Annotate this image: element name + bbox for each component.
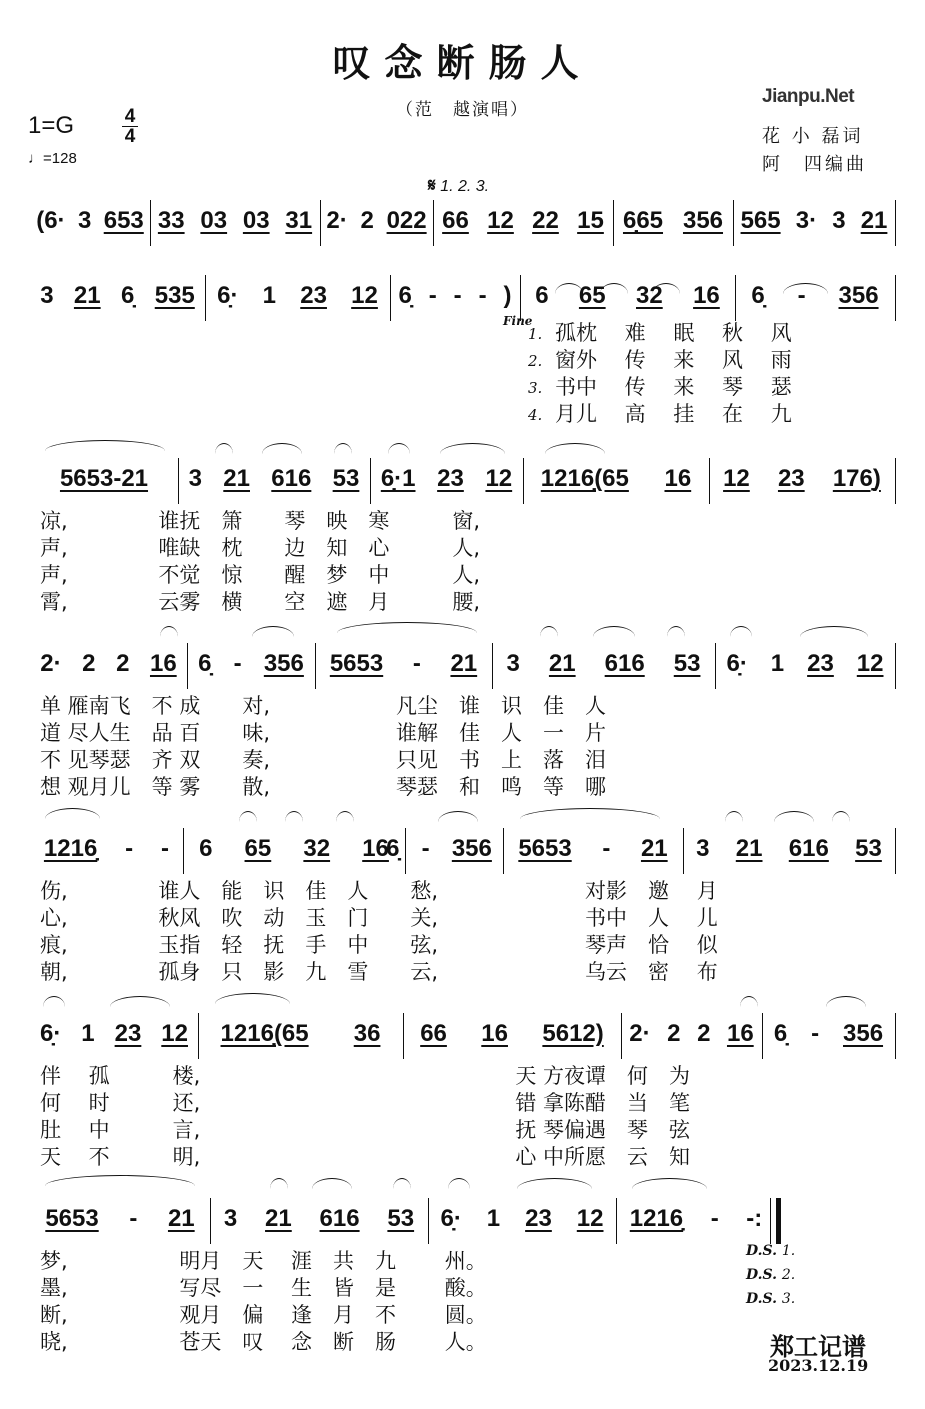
note-group: 356 bbox=[451, 835, 492, 862]
slur-arc bbox=[110, 996, 170, 1007]
measure bbox=[30, 828, 183, 878]
measure bbox=[375, 828, 503, 878]
transcription-date: 2023.12.19 bbox=[768, 1356, 869, 1375]
note-group: 5612) bbox=[542, 1020, 604, 1047]
note-group: 5653 bbox=[329, 650, 384, 677]
lyric-line-verse-1: 孤枕 难 眠 秋 风 bbox=[555, 321, 792, 345]
note-group: - bbox=[421, 835, 430, 862]
slur-arc bbox=[43, 996, 65, 1007]
note-group: 6̣ bbox=[198, 650, 212, 677]
slur-arc bbox=[448, 1178, 470, 1189]
barline bbox=[895, 275, 896, 321]
note-group: 21 bbox=[167, 1205, 195, 1232]
note-group: 3 bbox=[696, 835, 710, 862]
note-group: -: bbox=[746, 1205, 763, 1232]
lyric-line-verse-4: 月儿 高 挂 在 九 bbox=[555, 402, 792, 426]
measure bbox=[30, 1198, 210, 1248]
measure bbox=[428, 1198, 616, 1248]
slur-arc bbox=[239, 811, 257, 822]
lyric-line-verse-2: 心, 秋风 吹 动 玉 门 关, 书中 人 儿 bbox=[40, 906, 718, 930]
note-group: 12 bbox=[487, 207, 514, 234]
lyric-line-verse-4: 天 不 明, 心 中所愿 云 知 bbox=[40, 1145, 691, 1169]
note-group: 616 bbox=[319, 1205, 360, 1232]
slur-arc bbox=[337, 622, 477, 633]
key-signature: 1=G bbox=[28, 112, 75, 139]
note-group: 65 bbox=[578, 282, 606, 309]
note-group: 12 bbox=[161, 1020, 188, 1047]
note-group: 16 bbox=[149, 650, 177, 677]
note-group: 66 bbox=[442, 207, 469, 234]
note-group: 53 bbox=[673, 650, 701, 677]
lyricist-credit: 花 小 磊词 bbox=[762, 126, 864, 147]
measure bbox=[187, 643, 315, 693]
slur-arc bbox=[336, 811, 354, 822]
note-group: 15 bbox=[577, 207, 604, 234]
note-group: 1 bbox=[262, 282, 277, 309]
note-group: 1 bbox=[770, 650, 785, 677]
ds-marking-1 bbox=[746, 1243, 795, 1259]
note-group: 21 bbox=[548, 650, 576, 677]
note-group: - bbox=[811, 1020, 820, 1047]
segno-verses: 1. 2. 3. bbox=[440, 178, 490, 195]
barline bbox=[895, 828, 896, 874]
lyric-line-verse-2: 道 尽人生 品 百 味, 谁解 佳 人 一 片 bbox=[40, 721, 607, 745]
note-group: 21 bbox=[640, 835, 668, 862]
note-group: 2· bbox=[40, 650, 62, 677]
note-group: 23 bbox=[777, 465, 805, 492]
measure bbox=[30, 200, 150, 250]
slur-arc bbox=[667, 626, 685, 637]
measure bbox=[30, 643, 187, 693]
note-group: 16 bbox=[693, 282, 720, 309]
lyric-line-verse-1: 伤, 谁人 能 识 佳 人 愁, 对影 邀 月 bbox=[40, 879, 718, 903]
note-group: - bbox=[602, 835, 611, 862]
measure bbox=[205, 275, 390, 325]
lyric-line-verse-4: 朝, 孤身 只 影 九 雪 云, 乌云 密 布 bbox=[40, 960, 718, 984]
measure bbox=[683, 828, 895, 878]
note-group: - bbox=[478, 282, 487, 309]
measure bbox=[315, 643, 492, 693]
note-group: 3 bbox=[77, 207, 92, 234]
note-group: 616 bbox=[788, 835, 829, 862]
measure bbox=[715, 643, 895, 693]
lyric-line-verse-3: 断, 观月 偏 逢 月 不 圆。 bbox=[40, 1303, 487, 1327]
note-group: 356 bbox=[843, 1020, 884, 1047]
note-group: 23 bbox=[114, 1020, 142, 1047]
note-group: - bbox=[453, 282, 462, 309]
slur-arc bbox=[545, 443, 605, 454]
measure bbox=[733, 200, 895, 250]
note-group: 1216̣(65 bbox=[220, 1020, 309, 1047]
note-group: 3 bbox=[223, 1205, 238, 1232]
lyric-line-verse-2: 墨, 写尽 一 生 皆 是 酸。 bbox=[40, 1276, 487, 1300]
note-group: 1 bbox=[486, 1205, 501, 1232]
measure bbox=[613, 200, 733, 250]
lyric-line-verse-3: 痕, 玉指 轻 抚 手 中 弦, 琴声 恰 似 bbox=[40, 933, 718, 957]
note-group: 12 bbox=[856, 650, 884, 677]
ds-label: D.S. bbox=[746, 1243, 778, 1259]
note-group: 21 bbox=[73, 282, 101, 309]
composer-credit: 阿 四编曲 bbox=[762, 154, 867, 175]
time-signature-top: 4 bbox=[124, 106, 136, 127]
measure bbox=[178, 458, 370, 508]
measure bbox=[433, 200, 613, 250]
note-group: 3 bbox=[506, 650, 520, 677]
note-group: - bbox=[710, 1205, 719, 1232]
measure bbox=[183, 828, 405, 878]
measure bbox=[30, 1013, 198, 1063]
note-group: 356 bbox=[263, 650, 304, 677]
note-group: 6̣·1 bbox=[380, 465, 416, 492]
note-group: - bbox=[125, 835, 134, 862]
measure bbox=[30, 275, 205, 325]
performer-credit: （范 越演唱） bbox=[396, 100, 529, 120]
note-group: 1216̣ bbox=[629, 1205, 684, 1232]
ds-number: 1. bbox=[781, 1243, 796, 1259]
note-group: 616 bbox=[604, 650, 645, 677]
note-group: 32 bbox=[303, 835, 331, 862]
note-group: 12 bbox=[351, 282, 378, 309]
note-group: 16 bbox=[362, 835, 389, 862]
measure bbox=[403, 1013, 621, 1063]
note-group: (6· bbox=[36, 207, 66, 234]
note-group: 23 bbox=[300, 282, 327, 309]
slur-arc bbox=[334, 443, 352, 454]
note-group: - bbox=[412, 650, 421, 677]
note-group: 356 bbox=[682, 207, 724, 234]
lyric-line-verse-1: 伴 孤 楼, 天 方夜谭 何 为 bbox=[40, 1064, 691, 1088]
verse-number: 1. bbox=[528, 325, 543, 343]
note-group: 23 bbox=[807, 650, 834, 677]
note-group: 2· bbox=[629, 1020, 651, 1047]
note-group: 12 bbox=[485, 465, 513, 492]
note-group: 616 bbox=[271, 465, 312, 492]
slur-arc bbox=[252, 626, 294, 637]
slur-arc bbox=[262, 443, 302, 454]
note-group: 23 bbox=[437, 465, 464, 492]
note-group: 36 bbox=[353, 1020, 381, 1047]
barline bbox=[895, 643, 896, 689]
note-group: 6̣· bbox=[726, 650, 748, 677]
note-group: 22 bbox=[532, 207, 559, 234]
note-group: 2 bbox=[667, 1020, 681, 1047]
note-group: 6̣· bbox=[440, 1205, 462, 1232]
note-group: 6̣ bbox=[121, 282, 135, 309]
measure bbox=[492, 643, 715, 693]
lyric-line-verse-3: 不 见琴瑟 齐 双 奏, 只见 书 上 落 泪 bbox=[40, 748, 607, 772]
slur-arc bbox=[832, 811, 850, 822]
note-group: 23 bbox=[525, 1205, 552, 1232]
note-group: 022 bbox=[386, 207, 427, 234]
note-group: 535 bbox=[154, 282, 195, 309]
time-signature bbox=[120, 107, 140, 146]
staff-system bbox=[30, 828, 895, 878]
note-group: - bbox=[797, 282, 806, 309]
note-group: 1216̣(65 bbox=[540, 465, 629, 492]
staff-system bbox=[30, 1013, 895, 1063]
slur-arc bbox=[725, 811, 743, 822]
lyric-line-verse-3: 书中 传 来 琴 瑟 bbox=[555, 375, 792, 399]
slur-arc bbox=[740, 996, 758, 1007]
ds-number: 3. bbox=[781, 1291, 796, 1307]
slur-arc bbox=[800, 626, 868, 637]
note-group: 3 bbox=[832, 207, 846, 234]
slur-arc bbox=[440, 443, 505, 454]
ds-label: D.S. bbox=[746, 1291, 778, 1307]
note-group: 21 bbox=[265, 1205, 292, 1232]
barline bbox=[895, 1013, 896, 1059]
note-group: 65 bbox=[244, 835, 272, 862]
measure bbox=[503, 828, 683, 878]
measure bbox=[523, 458, 709, 508]
song-title: 叹念断肠人 bbox=[332, 40, 593, 85]
note-group: 565 bbox=[740, 207, 781, 234]
note-group: 2 bbox=[116, 650, 130, 677]
measure bbox=[709, 458, 895, 508]
note-group: 6̣· bbox=[217, 282, 239, 309]
ds-label: D.S. bbox=[746, 1267, 778, 1283]
note-group: 21 bbox=[860, 207, 888, 234]
lyric-line-verse-2: 何 时 还, 错 拿陈醋 当 笔 bbox=[40, 1091, 691, 1115]
note-group: 03 bbox=[200, 207, 228, 234]
note-group: 6 bbox=[535, 282, 549, 309]
final-repeat-barline bbox=[776, 1198, 781, 1244]
slur-arc bbox=[540, 626, 558, 637]
measure bbox=[150, 200, 320, 250]
note-group: 6̣65 bbox=[622, 207, 664, 234]
slur-arc bbox=[270, 1178, 288, 1189]
lyric-line-verse-4: 霄, 云雾 横 空 遮 月 腰, bbox=[40, 590, 481, 614]
time-signature-bottom: 4 bbox=[124, 126, 136, 147]
note-group: 16 bbox=[481, 1020, 508, 1047]
note-group: 21 bbox=[450, 650, 478, 677]
fine-marking: Fine bbox=[503, 314, 533, 328]
note-group: 12 bbox=[723, 465, 750, 492]
note-group: 03 bbox=[242, 207, 270, 234]
staff-system bbox=[30, 1198, 895, 1248]
staff-system bbox=[30, 643, 895, 693]
note-group: 6̣ bbox=[386, 835, 400, 862]
note-group: 3 bbox=[40, 282, 54, 309]
note-group: 53 bbox=[332, 465, 360, 492]
slur-arc bbox=[520, 808, 660, 819]
note-group: 2 bbox=[82, 650, 96, 677]
measure bbox=[762, 1013, 895, 1063]
note-group: - bbox=[129, 1205, 138, 1232]
note-group: - bbox=[233, 650, 242, 677]
note-group: - bbox=[428, 282, 437, 309]
measure bbox=[320, 200, 433, 250]
note-group: 6 bbox=[199, 835, 213, 862]
note-group: 32 bbox=[636, 282, 663, 309]
note-group: 2 bbox=[360, 207, 374, 234]
note-group: 2· bbox=[326, 207, 348, 234]
note-group: 176̣) bbox=[832, 465, 881, 492]
verse-number: 4. bbox=[528, 406, 543, 424]
measure bbox=[735, 275, 895, 325]
segno-marking bbox=[428, 175, 489, 196]
note-group: 6̣ bbox=[773, 1020, 788, 1047]
measure bbox=[210, 1198, 428, 1248]
slur-arc bbox=[285, 811, 303, 822]
verse-number: 2. bbox=[528, 352, 543, 370]
note-group: 653 bbox=[103, 207, 144, 234]
lyric-line-verse-2: 窗外 传 来 风 雨 bbox=[555, 348, 792, 372]
note-group: 12 bbox=[576, 1205, 604, 1232]
note-group: 356 bbox=[838, 282, 879, 309]
slur-arc bbox=[45, 1175, 195, 1186]
note-group: 31 bbox=[285, 207, 313, 234]
lyric-line-verse-1: 单 雁南飞 不 成 对, 凡尘 谁 识 佳 人 bbox=[40, 694, 607, 718]
note-group: 6̣· bbox=[39, 1020, 62, 1047]
slur-arc bbox=[160, 626, 178, 637]
note-group: 2 bbox=[697, 1020, 711, 1047]
slur-arc bbox=[438, 811, 478, 822]
slur-arc bbox=[215, 993, 290, 1004]
note-group: 5653-21 bbox=[59, 465, 149, 492]
site-watermark: Jianpu.Net bbox=[762, 86, 855, 107]
measure bbox=[621, 1013, 762, 1063]
lyric-line-verse-1: 凉, 谁抚 箫 琴 映 寒 窗, bbox=[40, 509, 481, 533]
note-group: 33 bbox=[157, 207, 185, 234]
lyric-line-verse-4: 想 观月儿 等 雾 散, 琴瑟 和 鸣 等 哪 bbox=[40, 775, 607, 799]
slur-arc bbox=[826, 996, 866, 1007]
slur-arc bbox=[774, 811, 814, 822]
note-group: 53 bbox=[855, 835, 882, 862]
slur-arc bbox=[593, 626, 635, 637]
measure bbox=[390, 275, 520, 325]
slur-arc bbox=[215, 443, 233, 454]
ds-marking-2 bbox=[746, 1267, 795, 1283]
barline bbox=[895, 200, 896, 246]
note-group: 21 bbox=[735, 835, 763, 862]
segno-icon: 𝄋 bbox=[428, 175, 436, 195]
note-group: 6̣ bbox=[751, 282, 765, 309]
staff-system bbox=[30, 275, 895, 325]
note-group: 5653 bbox=[518, 835, 572, 862]
lyric-line-verse-4: 晓, 苍天 叹 念 断 肠 人。 bbox=[40, 1330, 487, 1354]
slur-arc bbox=[45, 440, 165, 451]
note-group: 3· bbox=[795, 207, 818, 234]
staff-system bbox=[30, 200, 895, 250]
measure bbox=[370, 458, 523, 508]
note-group: 53 bbox=[387, 1205, 415, 1232]
lyric-line-verse-1: 梦, 明月 天 涯 共 九 州。 bbox=[40, 1249, 487, 1273]
note-group: 1 bbox=[81, 1020, 95, 1047]
note-group: 3 bbox=[188, 465, 202, 492]
slur-arc bbox=[517, 1178, 592, 1189]
staff-system bbox=[30, 458, 895, 508]
barline bbox=[895, 458, 896, 504]
verse-number: 3. bbox=[528, 379, 543, 397]
lyric-line-verse-3: 肚 中 言, 抚 琴偏遇 琴 弦 bbox=[40, 1118, 691, 1142]
note-group: 5653 bbox=[45, 1205, 99, 1232]
note-group: 16 bbox=[664, 465, 692, 492]
copyist-credit: 郑工记谱 bbox=[770, 1333, 866, 1361]
ds-marking-3 bbox=[746, 1291, 795, 1307]
measure bbox=[520, 275, 735, 325]
slur-arc bbox=[45, 808, 100, 819]
note-group: ) bbox=[503, 282, 512, 309]
lyric-line-verse-3: 声, 不觉 惊 醒 梦 中 人, bbox=[40, 563, 481, 587]
tempo-marking: ♩=128 bbox=[28, 150, 77, 167]
note-group: 16 bbox=[726, 1020, 754, 1047]
measure bbox=[30, 458, 178, 508]
lyric-line-verse-2: 声, 唯缺 枕 边 知 心 人, bbox=[40, 536, 481, 560]
note-group: 1216̣ bbox=[43, 835, 98, 862]
ds-number: 2. bbox=[781, 1267, 796, 1283]
note-group: 6̣ bbox=[398, 282, 412, 309]
note-group: - bbox=[161, 835, 170, 862]
slur-arc bbox=[312, 1178, 352, 1189]
measure bbox=[198, 1013, 403, 1063]
measure bbox=[616, 1198, 776, 1248]
note-group: 21 bbox=[223, 465, 250, 492]
slur-arc bbox=[730, 626, 752, 637]
slur-arc bbox=[393, 1178, 411, 1189]
note-group: 66 bbox=[420, 1020, 447, 1047]
slur-arc bbox=[632, 1178, 707, 1189]
slur-arc bbox=[388, 443, 410, 454]
